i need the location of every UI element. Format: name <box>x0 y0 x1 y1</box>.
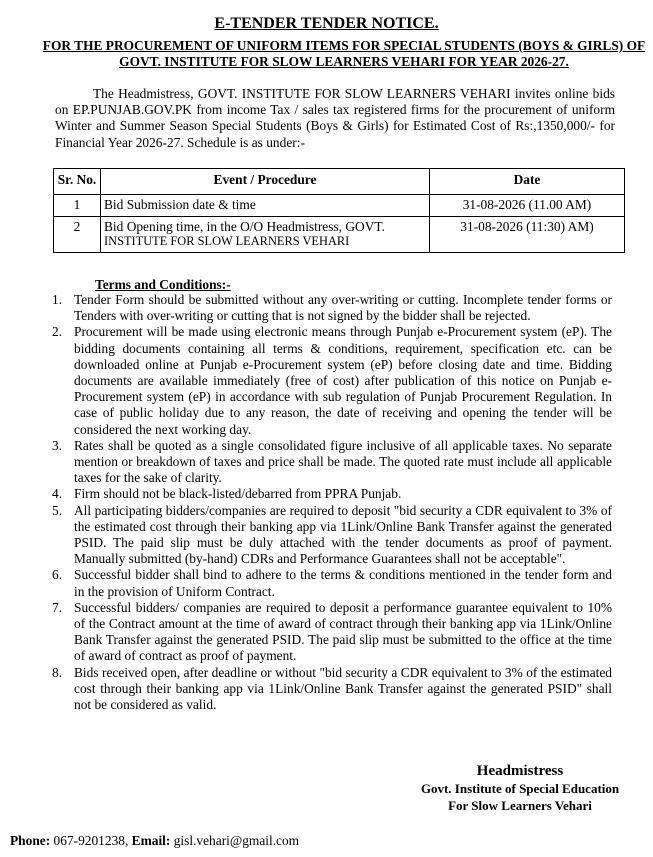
item-text: Procurement will be made using electronic means through Punjab e-Procurement system (eP). The bidding documents containing all terms & conditions, requirement, specification etc. can be downloaded online at Punjab e-Procurement system (eP) before closing date and time. Bidding documents are available immediately (free of cost) after publication of this notice on Punjab e-Procurement system (eP) in accordance with sub regulation of Punjab Procurement Regulation. In case of public holiday due to any reason, the date of receiving and opening the tender will be considered the next working day. <box>74 324 612 437</box>
row-2-event <box>101 217 430 253</box>
item-text: Firm should not be black-listed/debarred from PPRA Punjab. <box>74 486 402 502</box>
table-header-row <box>54 169 625 195</box>
row-2-sr: 2 <box>54 217 101 253</box>
row-1-sr: 1 <box>54 195 101 217</box>
header-sr-no: Sr. No. <box>54 169 101 195</box>
item-text: Bids received open, after deadline or without "bid security a CDR equivalent to 3% of the estimated cost through their banking app via 1Link/Online Bank Transfer against the generated PSID" shall not be considered as valid. <box>74 664 612 713</box>
terms-list <box>52 292 612 713</box>
item-text: Rates shall be quoted as a single consolidated figure inclusive of all applicable taxes. No separate mention or breakdown of taxes and price shall be made. The quoted rate must include all applicable taxes for the sake of clarity. <box>74 437 612 486</box>
item-text: Tender Form should be submitted without any over-writing or cutting. Incomplete tender forms or Tenders with over-writing or cutting that is not signed by the bidder shall be rejected. <box>74 292 612 324</box>
signature-block <box>400 762 640 814</box>
list-item <box>52 567 612 599</box>
row-1-event: Bid Submission date & time <box>101 195 430 217</box>
schedule-table <box>53 168 625 253</box>
row-2-event-line2: INSTITUTE FOR SLOW LEARNERS VEHARI <box>104 234 350 248</box>
intro-text: The Headmistress, GOVT. INSTITUTE FOR SLOW LEARNERS VEHARI invites online bids on EP.PUNJAB.GOV.PK from income Tax / sales tax registered firms for the procurement of uniform Winter and Summer Season Special Students (Boys & Girls) for Estimated Cost of Rs:,1350,000/- for Financial Year 2026-27. Schedule is as under:- <box>55 86 615 150</box>
row-2-date: 31-08-2026 (11:30) AM) <box>430 217 625 253</box>
item-number: 3. <box>52 437 63 453</box>
list-item <box>52 486 612 502</box>
row-1-date: 31-08-2026 (11.00 AM) <box>430 195 625 217</box>
contact-footer <box>10 833 299 849</box>
item-number: 1. <box>52 292 63 307</box>
list-item <box>52 292 612 324</box>
table-row <box>54 217 625 253</box>
header-date: Date <box>430 169 625 195</box>
item-text: Successful bidder shall bind to adhere to the terms & conditions mentioned in the tender form and in the provision of Uniform Contract. <box>74 567 612 599</box>
intro-paragraph <box>55 86 615 151</box>
item-number: 2. <box>52 324 63 340</box>
header-event: Event / Procedure <box>101 169 430 195</box>
list-item <box>52 665 612 714</box>
item-number: 4. <box>52 486 63 502</box>
signature-title: Headmistress <box>476 763 564 779</box>
notice-title: E-TENDER TENDER NOTICE. <box>214 15 439 32</box>
item-number: 7. <box>52 599 63 615</box>
list-item <box>52 324 612 437</box>
list-item <box>52 438 612 487</box>
item-number: 8. <box>52 664 63 680</box>
signature-institute: Govt. Institute of Special Education <box>420 781 620 796</box>
item-number: 6. <box>52 567 63 583</box>
email-address: gisl.vehari@gmail.com <box>173 833 300 848</box>
item-text: All participating bidders/companies are required to deposit "bid security a CDR equivalent to 3% of the estimated cost through their banking app via 1Link/Online Bank Transfer against the generated PSID. The paid slip must be duly attached with the tender documents as proof of payment. Manually submitted (by-hand) CDRs and Performance Guarantees shall not be acceptable". <box>74 502 612 567</box>
email-label: Email: <box>131 833 171 848</box>
terms-heading: Terms and Conditions:- <box>95 277 231 292</box>
phone-number: 067-9201238, <box>53 833 129 848</box>
list-item <box>52 503 612 568</box>
list-item <box>52 600 612 665</box>
phone-label: Phone: <box>10 833 51 848</box>
notice-subtitle: FOR THE PROCUREMENT OF UNIFORM ITEMS FOR SPECIAL STUDENTS (BOYS & GIRLS) OF GOVT. INSTITUTE FOR SLOW LEARNERS VEHARI FOR YEAR 2026-27. <box>42 38 646 69</box>
item-number: 5. <box>52 502 63 518</box>
signature-location: For Slow Learners Vehari <box>448 798 592 813</box>
row-2-event-line1: Bid Opening time, in the O/O Headmistress, GOVT. <box>104 219 385 234</box>
table-row <box>54 195 625 217</box>
item-text: Successful bidders/ companies are required to deposit a performance guarantee equivalent to 10% of the Contract amount at the time of award of contract through their banking app via 1Link/Online Bank Transfer against the generated PSID. The paid slip must be submitted to the office at the time of award of contract as proof of payment. <box>74 599 612 664</box>
